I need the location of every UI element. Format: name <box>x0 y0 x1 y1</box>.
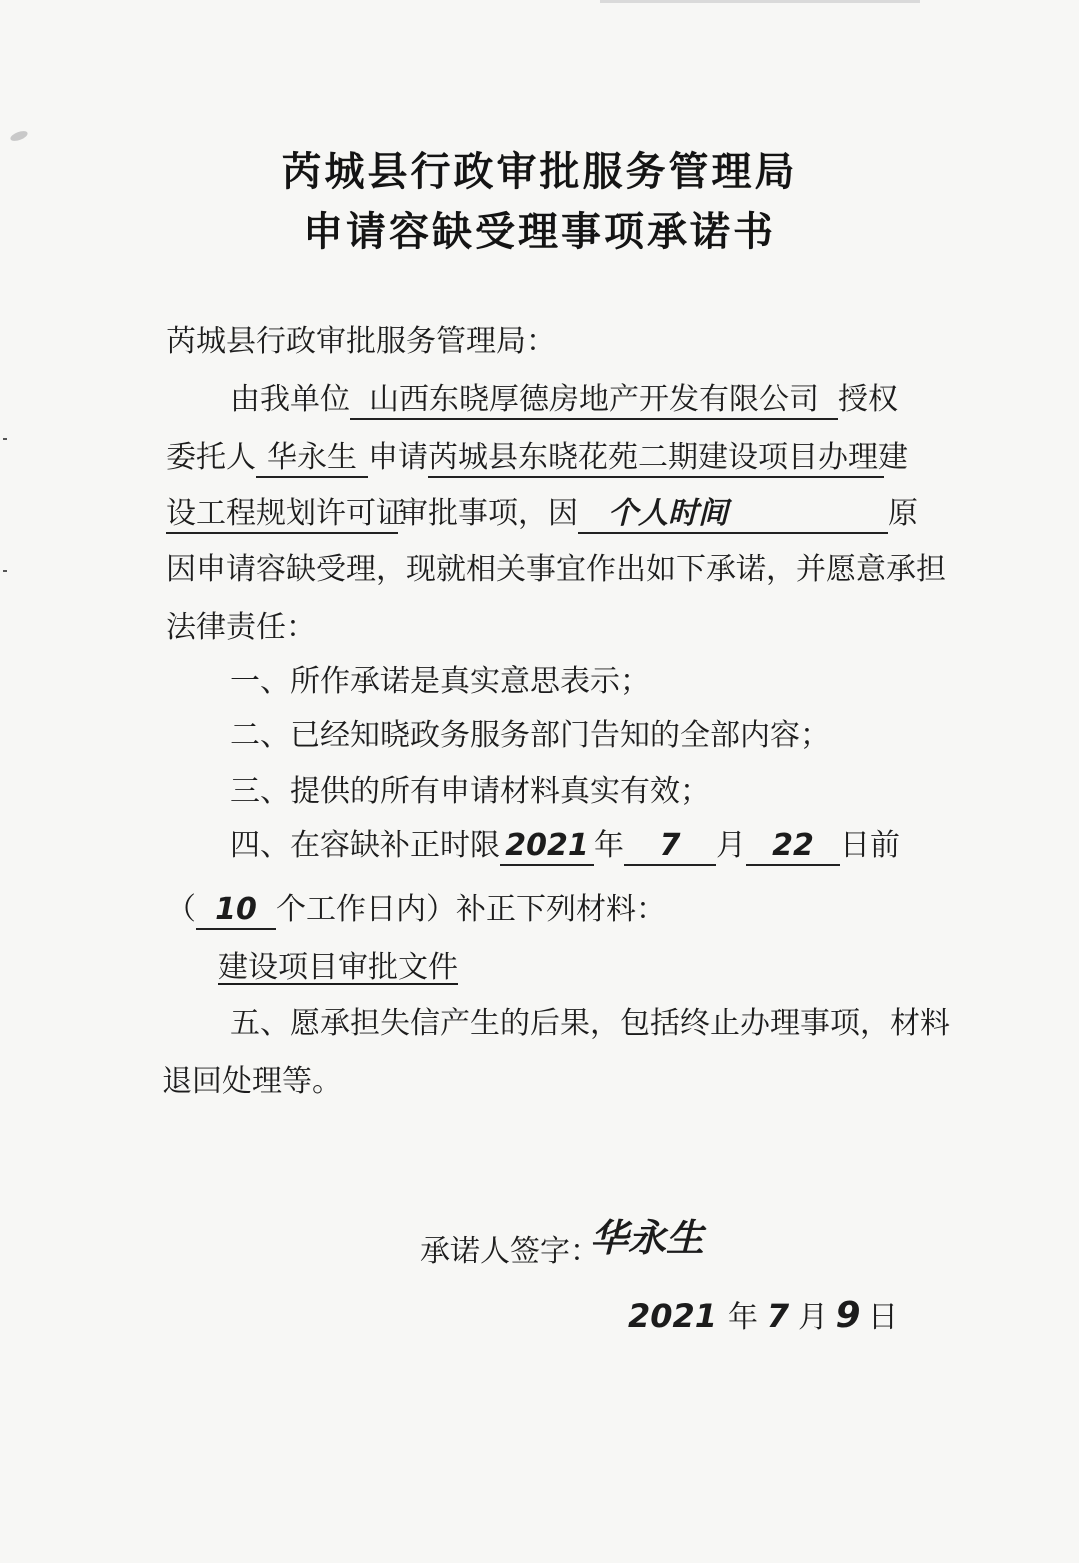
sign-date-day: 9 <box>835 1295 861 1336</box>
promise-item-5: 五、愿承担失信产生的后果，包括终止办理事项，材料 <box>230 1006 950 1041</box>
workday-line <box>166 890 666 930</box>
text-segment: 月 <box>798 1300 828 1335</box>
para-line-1 <box>230 380 898 420</box>
promise-item-2: 二、已经知晓政务服务部门告知的全部内容； <box>230 718 830 753</box>
handwritten-signature: 华永生 <box>590 1216 705 1260</box>
text-segment: 授权 <box>838 382 898 417</box>
para-line-5: 法律责任： <box>166 610 316 645</box>
sign-date-month: 7 <box>766 1297 790 1335</box>
promise-item-3: 三、提供的所有申请材料真实有效； <box>230 774 710 809</box>
para-line-3 <box>166 494 918 534</box>
deadline-day: 22 <box>746 828 840 866</box>
scan-edge-mark <box>600 0 920 3</box>
scan-edge-mark <box>3 438 7 440</box>
text-segment: 日 <box>868 1300 898 1335</box>
filled-delegate-name: 华永生 <box>256 440 368 478</box>
para-line-4: 因申请容缺受理，现就相关事宜作出如下承诺，并愿意承担 <box>166 552 946 587</box>
doc-title-line-2: 申请容缺受理事项承诺书 <box>303 209 776 255</box>
doc-title-line-1: 芮城县行政审批服务管理局 <box>281 149 798 195</box>
required-material: 建设项目审批文件 <box>218 950 458 985</box>
para-line-2 <box>166 438 908 478</box>
text-segment: 由我单位 <box>230 382 350 417</box>
text-segment: 月 <box>716 828 746 863</box>
deadline-year: 2021 <box>500 828 594 866</box>
signature-label: 承诺人签字： <box>420 1234 600 1269</box>
text-segment: 委托人 <box>166 440 256 475</box>
promise-item-5-cont: 退回处理等。 <box>162 1064 342 1099</box>
deadline-month: 7 <box>624 828 716 866</box>
text-segment: 原 <box>888 496 918 531</box>
filled-project-line-2: 设工程规划许可证 <box>166 496 398 534</box>
addressee: 芮城县行政审批服务管理局： <box>166 324 556 359</box>
scan-edge-mark <box>3 570 7 572</box>
text-segment: 日前 <box>840 828 900 863</box>
text-segment: 年 <box>728 1300 758 1335</box>
sign-date-year: 2021 <box>628 1297 718 1335</box>
sign-date <box>628 1296 898 1338</box>
text-segment: 年 <box>594 828 624 863</box>
text-segment: 审批事项，因 <box>398 496 578 531</box>
signature-line <box>420 1232 600 1272</box>
text-segment: 申请 <box>368 440 428 475</box>
filled-company-name: 山西东晓厚德房地产开发有限公司 <box>350 382 838 420</box>
text-segment: 个工作日内）补正下列材料： <box>276 892 666 927</box>
text-segment: （ <box>166 892 196 927</box>
filled-reason-handwritten: 个人时间 <box>578 496 888 534</box>
promise-item-1: 一、所作承诺是真实意思表示； <box>230 664 650 699</box>
text-segment: 四、在容缺补正时限 <box>230 828 500 863</box>
filled-project-line-1: 芮城县东晓花苑二期建设项目办理建 <box>428 440 884 478</box>
workday-count: 10 <box>196 892 276 930</box>
promise-item-4 <box>230 826 900 866</box>
